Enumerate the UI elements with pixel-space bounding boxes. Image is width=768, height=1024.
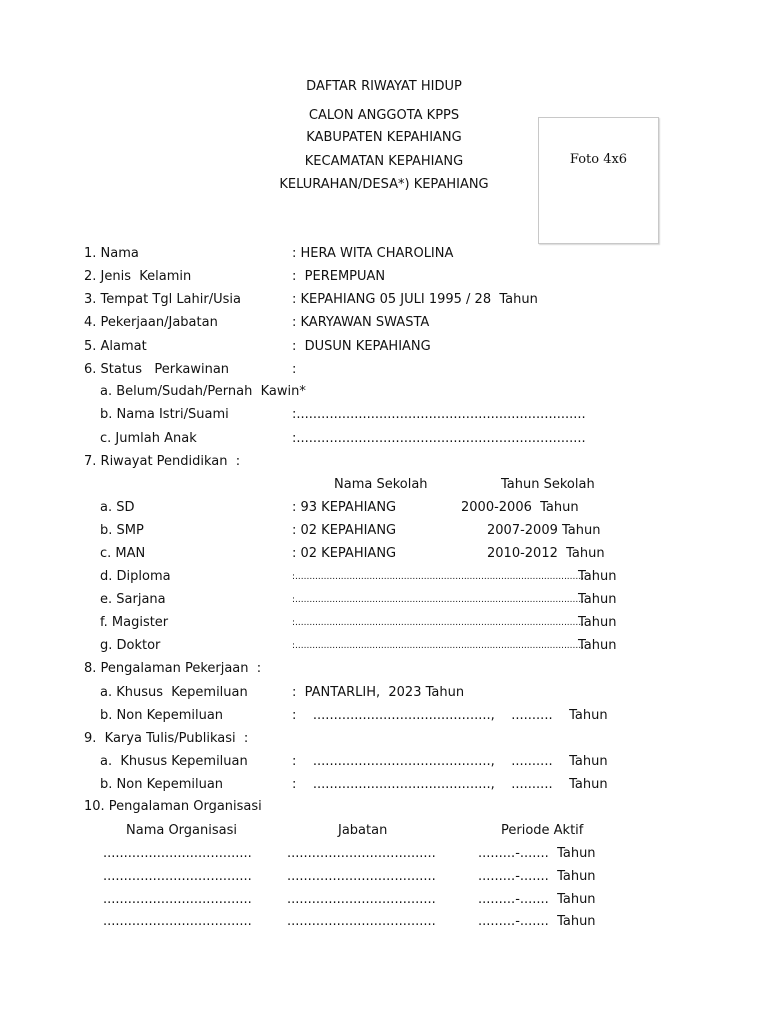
children-count-blank: :...................................................................... [292,431,586,446]
writing-heading: 9. Karya Tulis/Publikasi : [84,731,249,746]
education-blank: :...................................................................................................... [292,641,587,651]
organization-col-position: Jabatan [338,823,388,838]
work-heading: 8. Pengalaman Pekerjaan : [84,661,262,676]
organization-period-blank: .........-....... Tahun [478,914,596,929]
writing-election-label: a. Khusus Kepemiluan [100,754,248,769]
field-value: : HERA WITA CHAROLINA [292,246,454,261]
education-level: b. SMP [100,523,144,538]
organization-position-blank: .................................... [287,869,436,884]
organization-position-blank: .................................... [287,846,436,861]
work-election-label: a. Khusus Kepemiluan [100,685,248,700]
field-value: : PEREMPUAN [292,269,386,284]
education-level: g. Doktor [100,638,161,653]
header-line-regency: KABUPATEN KEPAHIANG [306,130,462,145]
header-line-position: CALON ANGGOTA KPPS [308,108,460,123]
writing-non-election-label: b. Non Kepemiluan [100,777,224,792]
education-heading: 7. Riwayat Pendidikan : [84,454,241,469]
field-value: : KARYAWAN SWASTA [292,315,430,330]
organization-heading: 10. Pengalaman Organisasi [84,799,262,814]
education-school: : 93 KEPAHIANG [292,500,397,515]
education-col-year: Tahun Sekolah [501,477,595,492]
organization-name-blank: .................................... [103,846,252,861]
spouse-name-label: b. Nama Istri/Suami [100,407,229,422]
organization-position-blank: .................................... [287,914,436,929]
field-label: 3. Tempat Tgl Lahir/Usia [84,292,241,307]
education-level: e. Sarjana [100,592,166,607]
work-election-value: : PANTARLIH, 2023 Tahun [292,685,465,700]
education-unit: Tahun [578,615,617,630]
field-label: 2. Jenis Kelamin [84,269,192,284]
education-school: : 02 KEPAHIANG [292,546,397,561]
field-value: : KEPAHIANG 05 JULI 1995 / 28 Tahun [292,292,538,307]
education-col-school: Nama Sekolah [334,477,428,492]
document-title: DAFTAR RIWAYAT HIDUP [306,79,462,94]
education-year: 2010-2012 Tahun [487,546,605,561]
organization-position-blank: .................................... [287,892,436,907]
field-label: 1. Nama [84,246,139,261]
field-label: 4. Pekerjaan/Jabatan [84,315,218,330]
field-label: 5. Alamat [84,339,147,354]
education-unit: Tahun [578,638,617,653]
field-label: 6. Status Perkawinan [84,362,230,377]
education-level: f. Magister [100,615,169,630]
organization-period-blank: .........-....... Tahun [478,892,596,907]
organization-name-blank: .................................... [103,869,252,884]
header-line-district: KECAMATAN KEPAHIANG [304,154,464,169]
organization-name-blank: .................................... [103,892,252,907]
organization-col-name: Nama Organisasi [126,823,237,838]
organization-period-blank: .........-....... Tahun [478,846,596,861]
writing-non-election-value: : ..........................................., .......... Tahun [292,777,608,792]
organization-name-blank: .................................... [103,914,252,929]
education-year: 2000-2006 Tahun [461,500,579,515]
education-level: d. Diploma [100,569,171,584]
writing-election-value: : ..........................................., .......... Tahun [292,754,608,769]
education-blank: :...................................................................................................... [292,618,587,628]
field-value: : [292,362,297,377]
photo-box [538,117,659,244]
photo-label: Foto 4x6 [569,152,628,167]
education-year: 2007-2009 Tahun [487,523,601,538]
education-unit: Tahun [578,592,617,607]
marital-status-option: a. Belum/Sudah/Pernah Kawin* [100,384,306,399]
organization-period-blank: .........-....... Tahun [478,869,596,884]
children-count-label: c. Jumlah Anak [100,431,197,446]
field-value: : DUSUN KEPAHIANG [292,339,431,354]
organization-col-period: Periode Aktif [501,823,584,838]
work-non-election-value: : ..........................................., .......... Tahun [292,708,608,723]
education-school: : 02 KEPAHIANG [292,523,397,538]
education-blank: :...................................................................................................... [292,572,587,582]
education-level: c. MAN [100,546,146,561]
education-blank: :...................................................................................................... [292,595,587,605]
work-non-election-label: b. Non Kepemiluan [100,708,224,723]
education-level: a. SD [100,500,135,515]
header-line-village: KELURAHAN/DESA*) KEPAHIANG [279,177,489,192]
education-unit: Tahun [578,569,617,584]
spouse-name-blank: :...................................................................... [292,407,586,422]
